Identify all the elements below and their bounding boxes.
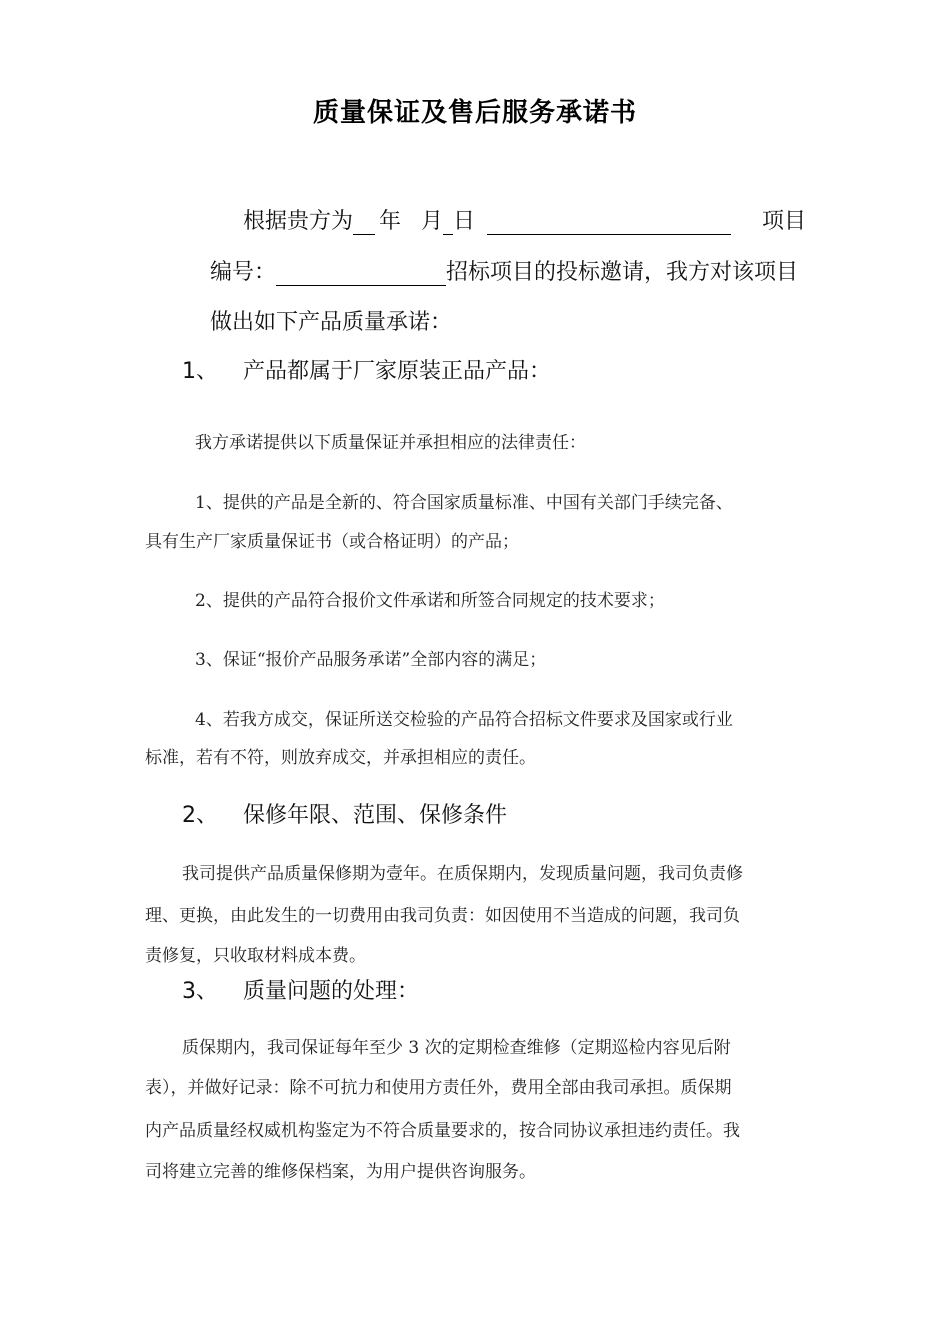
- intro-line-1: [243, 204, 731, 235]
- project-label: 项目: [762, 209, 807, 234]
- section-3-line-1: 质保期内，我司保证每年至少 3 次的定期检查维修（定期巡检内容见后附: [182, 1038, 731, 1058]
- document-title: 质量保证及售后服务承诺书: [312, 98, 637, 128]
- section-1-heading: 产品都属于厂家原装正品产品：: [243, 359, 552, 384]
- section-2-line-3: 责修复，只收取材料成本费。: [145, 946, 366, 966]
- section-1-lead: 我方承诺提供以下质量保证并承担相应的法律责任：: [195, 433, 586, 453]
- section-3-line-3: 内产品质量经权威机构鉴定为不符合质量要求的，按合同协议承担违约责任。我: [145, 1121, 740, 1141]
- section-2-heading: 保修年限、范围、保修条件: [243, 803, 508, 828]
- intro-line-2-text: 招标项目的投标邀请，我方对该项目: [446, 260, 799, 285]
- section-3-line-4: 司将建立完善的维修保档案，为用户提供咨询服务。: [145, 1162, 536, 1182]
- section-1-item-4-line-2: 标准，若有不符，则放弃成交，并承担相应的责任。: [145, 748, 536, 768]
- section-3-number: 3、: [182, 979, 218, 1004]
- intro-line-3: 做出如下产品质量承诺：: [210, 310, 453, 335]
- section-1-item-2: 2、提供的产品符合报价文件承诺和所签合同规定的技术要求；: [195, 591, 665, 611]
- section-2-line-1: 我司提供产品质量保修期为壹年。在质保期内，发现质量问题，我司负责修: [182, 864, 743, 884]
- year-label: 年: [379, 209, 402, 234]
- section-3-heading: 质量问题的处理：: [243, 979, 420, 1004]
- blank-project-name: [487, 206, 731, 235]
- section-2-line-2: 理、更换，由此发生的一切费用由我司负责：如因使用不当造成的问题，我司负: [145, 906, 740, 926]
- blank-project-number: [276, 257, 446, 286]
- section-1-number: 1、: [182, 359, 218, 384]
- day-label: 日: [453, 209, 476, 234]
- section-1-item-1-line-1: 1、提供的产品是全新的、符合国家质量标准、中国有关部门手续完备、: [195, 493, 733, 513]
- number-label: 编号：: [210, 260, 277, 285]
- section-1-item-4-line-1: 4、若我方成交，保证所送交检验的产品符合招标文件要求及国家或行业: [195, 710, 733, 730]
- section-1-item-1-line-2: 具有生产厂家质量保证书（或合格证明）的产品；: [145, 532, 519, 552]
- blank-year-value: [353, 206, 375, 235]
- blank-day-value: [443, 206, 453, 235]
- section-2-number: 2、: [182, 803, 218, 828]
- section-1-item-3: 3、保证“报价产品服务承诺”全部内容的满足；: [195, 650, 547, 670]
- intro-line-2: [210, 255, 798, 286]
- intro-lead-text: 根据贵方为: [243, 209, 354, 234]
- section-3-line-2: 表），并做好记录：除不可抗力和使用方责任外，费用全部由我司承担。质保期: [145, 1078, 732, 1098]
- month-label: 月: [421, 209, 444, 234]
